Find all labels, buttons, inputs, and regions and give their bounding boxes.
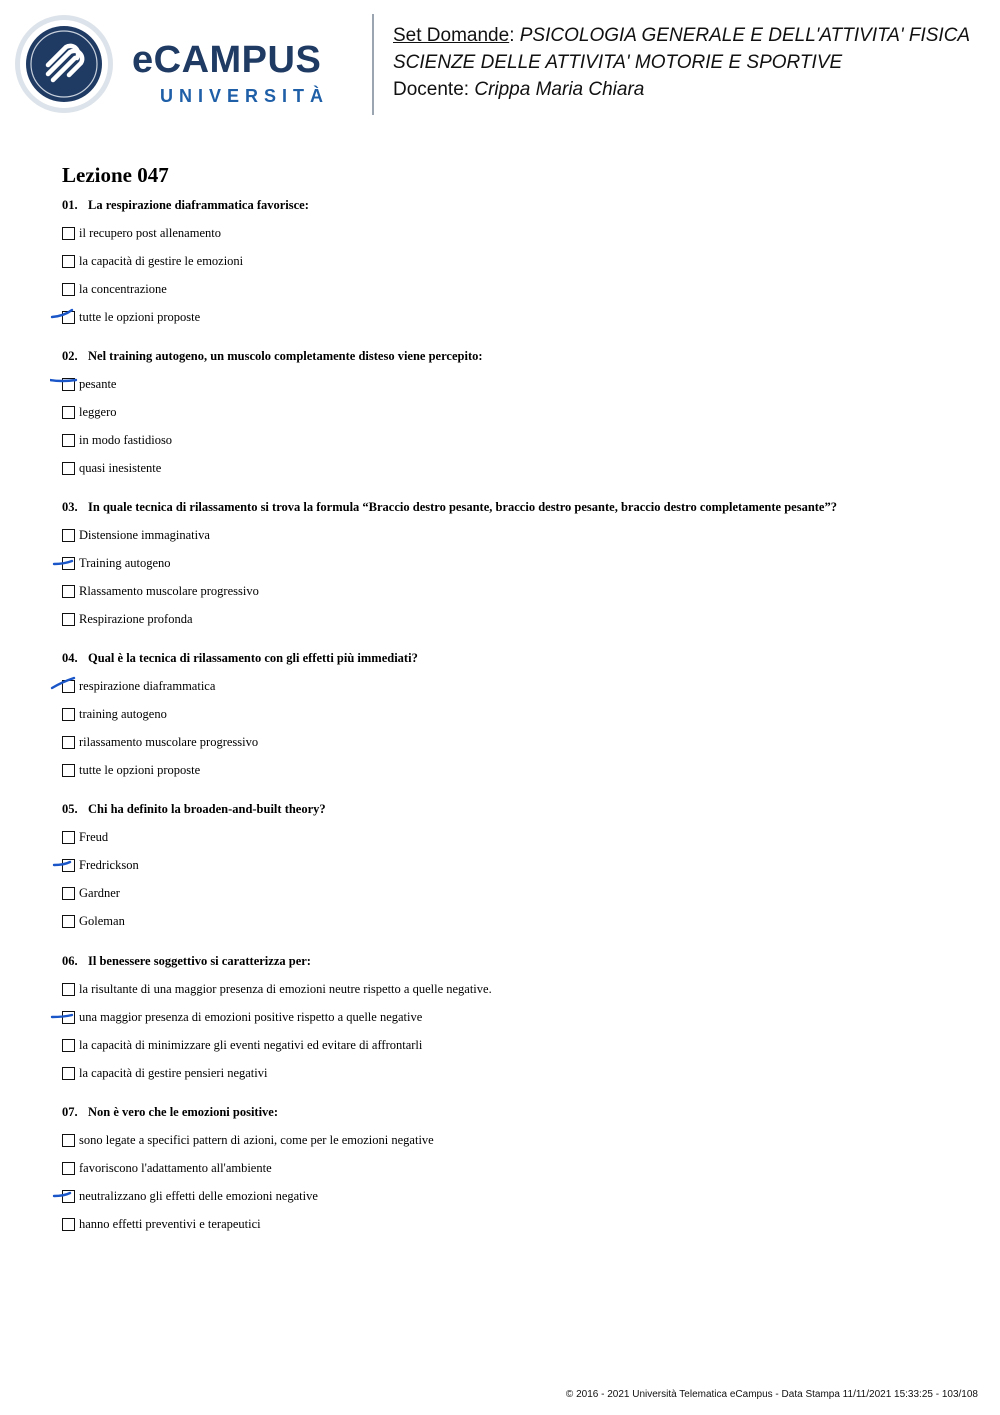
question-text — [62, 499, 962, 515]
answer-checkbox[interactable] — [62, 1162, 75, 1175]
answer-option[interactable] — [62, 426, 962, 454]
answer-option[interactable] — [62, 1031, 962, 1059]
question-text — [62, 1104, 962, 1120]
question-prompt: Qual è la tecnica di rilassamento con gli effetti più immediati? — [88, 651, 418, 665]
answer-label: Goleman — [79, 914, 125, 928]
answer-label: Training autogeno — [79, 556, 171, 570]
question-text — [62, 801, 962, 817]
question-text — [62, 953, 962, 969]
question-block — [62, 1104, 962, 1238]
answer-option[interactable] — [62, 247, 962, 275]
answer-label: il recupero post allenamento — [79, 226, 221, 240]
answer-option[interactable] — [62, 605, 962, 633]
answer-checkbox[interactable] — [62, 764, 75, 777]
answer-option[interactable] — [62, 454, 962, 482]
question-number: 01. — [62, 198, 78, 212]
header-divider — [372, 14, 374, 115]
answer-option[interactable] — [62, 1182, 962, 1210]
answer-options — [62, 1126, 962, 1238]
answer-option[interactable] — [62, 275, 962, 303]
answer-label: Gardner — [79, 886, 120, 900]
docente-label: Docente — [393, 79, 464, 100]
answer-checkbox[interactable] — [62, 859, 75, 872]
answer-options — [62, 823, 962, 935]
docente-line: Docente: Crippa Maria Chiara — [393, 79, 645, 100]
answer-checkbox[interactable] — [62, 529, 75, 542]
question-prompt: Chi ha definito la broaden-and-built theory? — [88, 802, 326, 816]
answer-label: training autogeno — [79, 707, 167, 721]
answer-options — [62, 672, 962, 784]
answer-label: tutte le opzioni proposte — [79, 310, 201, 324]
answer-option[interactable] — [62, 577, 962, 605]
answer-label: la capacità di gestire le emozioni — [79, 254, 244, 268]
answer-options — [62, 370, 962, 482]
ecampus-logo-icon — [14, 14, 114, 114]
answer-option[interactable] — [62, 1003, 962, 1031]
answer-label: hanno effetti preventivi e terapeutici — [79, 1217, 261, 1231]
question-block — [62, 197, 962, 331]
answer-label: sono legate a specifici pattern di azioni, come per le emozioni negative — [79, 1133, 434, 1147]
answer-checkbox[interactable] — [62, 887, 75, 900]
answer-label: la capacità di minimizzare gli eventi negativi ed evitare di affrontarli — [79, 1038, 423, 1052]
answer-label: Distensione immaginativa — [79, 528, 210, 542]
answer-option[interactable] — [62, 907, 962, 935]
answer-checkbox[interactable] — [62, 462, 75, 475]
answer-label: neutralizzano gli effetti delle emozioni negative — [79, 1189, 318, 1203]
answer-checkbox[interactable] — [62, 1039, 75, 1052]
logo-wordmark-text: eCAMPUS — [132, 39, 322, 81]
question-block — [62, 499, 962, 633]
docente-name: Crippa Maria Chiara — [474, 79, 645, 100]
answer-label: Fredrickson — [79, 858, 139, 872]
answer-option[interactable] — [62, 975, 962, 1003]
answer-checkbox[interactable] — [62, 831, 75, 844]
answer-option[interactable] — [62, 303, 962, 331]
answer-option[interactable] — [62, 1059, 962, 1087]
lesson-title: Lezione 047 — [62, 163, 169, 187]
answer-checkbox[interactable] — [62, 434, 75, 447]
answer-options — [62, 975, 962, 1087]
question-prompt: In quale tecnica di rilassamento si trova la formula “Braccio destro pesante, braccio destro pesante, braccio destro completamente pesante”? — [88, 500, 837, 514]
course-name: PSICOLOGIA GENERALE E DELL'ATTIVITA' FISICA — [519, 25, 971, 46]
answer-checkbox[interactable] — [62, 983, 75, 996]
answer-label: favoriscono l'adattamento all'ambiente — [79, 1161, 272, 1175]
page-footer: © 2016 - 2021 Università Telematica eCampus - Data Stampa 11/11/2021 15:33:25 - 103/108 — [565, 1389, 978, 1400]
logo-subtitle: UNIVERSITÀ — [160, 86, 330, 106]
answer-checkbox[interactable] — [62, 255, 75, 268]
answer-checkbox[interactable] — [62, 585, 75, 598]
answer-label: rilassamento muscolare progressivo — [79, 735, 259, 749]
answer-checkbox[interactable] — [62, 1190, 75, 1203]
answer-options — [62, 521, 962, 633]
answer-label: una maggior presenza di emozioni positive rispetto a quelle negative — [79, 1010, 423, 1024]
answer-label: la risultante di una maggior presenza di emozioni neutre rispetto a quelle negative. — [79, 982, 492, 996]
answer-option[interactable] — [62, 521, 962, 549]
course-info — [393, 22, 993, 103]
answer-label: quasi inesistente — [79, 461, 162, 475]
answer-option[interactable] — [62, 1126, 962, 1154]
answer-option[interactable] — [62, 219, 962, 247]
page-header — [0, 0, 1000, 130]
answer-option[interactable] — [62, 1210, 962, 1238]
question-block — [62, 953, 962, 1087]
answer-checkbox[interactable] — [62, 1134, 75, 1147]
answer-label: Freud — [79, 830, 109, 844]
answer-label: Rlassamento muscolare progressivo — [79, 584, 259, 598]
answer-checkbox[interactable] — [62, 736, 75, 749]
question-prompt: La respirazione diaframmatica favorisce: — [88, 198, 309, 212]
question-prompt: Il benessere soggettivo si caratterizza per: — [88, 954, 311, 968]
answer-checkbox[interactable] — [62, 1218, 75, 1231]
answer-checkbox[interactable] — [62, 708, 75, 721]
answer-label: in modo fastidioso — [79, 433, 173, 447]
answer-label: respirazione diaframmatica — [79, 679, 216, 693]
question-block — [62, 801, 962, 935]
answer-checkbox[interactable] — [62, 1067, 75, 1080]
question-text — [62, 650, 962, 666]
question-block — [62, 348, 962, 482]
answer-checkbox[interactable] — [62, 406, 75, 419]
answer-label: Respirazione profonda — [79, 612, 193, 626]
course-degree: SCIENZE DELLE ATTIVITA' MOTORIE E SPORTIVE — [393, 52, 843, 73]
question-number: 06. — [62, 954, 78, 968]
question-text — [62, 197, 962, 213]
question-text — [62, 348, 962, 364]
set-line: Set Domande: PSICOLOGIA GENERALE E DELL'ATTIVITA' FISICA — [393, 25, 971, 46]
answer-option[interactable] — [62, 879, 962, 907]
answer-label: leggero — [79, 405, 117, 419]
answer-option[interactable] — [62, 823, 962, 851]
answer-checkbox[interactable] — [62, 613, 75, 626]
answer-option[interactable] — [62, 728, 962, 756]
answer-label: la capacità di gestire pensieri negativi — [79, 1066, 268, 1080]
answer-option[interactable] — [62, 672, 962, 700]
answer-label: tutte le opzioni proposte — [79, 763, 201, 777]
answer-option[interactable] — [62, 851, 962, 879]
answer-checkbox[interactable] — [62, 915, 75, 928]
answer-checkbox[interactable] — [62, 378, 75, 391]
answer-checkbox[interactable] — [62, 557, 75, 570]
answer-option[interactable] — [62, 370, 962, 398]
answer-checkbox[interactable] — [62, 680, 75, 693]
question-number: 07. — [62, 1105, 78, 1119]
answer-label: la concentrazione — [79, 282, 167, 296]
set-label: Set Domande — [393, 25, 510, 46]
answer-options — [62, 219, 962, 331]
answer-checkbox[interactable] — [62, 311, 75, 324]
question-block — [62, 650, 962, 784]
answer-option[interactable] — [62, 1154, 962, 1182]
question-number: 05. — [62, 802, 78, 816]
question-prompt: Nel training autogeno, un muscolo completamente disteso viene percepito: — [88, 349, 483, 363]
question-prompt: Non è vero che le emozioni positive: — [88, 1105, 279, 1119]
answer-checkbox[interactable] — [62, 1011, 75, 1024]
question-number: 04. — [62, 651, 78, 665]
answer-option[interactable] — [62, 398, 962, 426]
answer-option[interactable] — [62, 756, 962, 784]
question-number: 03. — [62, 500, 78, 514]
question-number: 02. — [62, 349, 78, 363]
answer-checkbox[interactable] — [62, 283, 75, 296]
answer-checkbox[interactable] — [62, 227, 75, 240]
answer-label: pesante — [79, 377, 117, 391]
answer-option[interactable] — [62, 549, 962, 577]
answer-option[interactable] — [62, 700, 962, 728]
ecampus-wordmark — [132, 38, 357, 113]
